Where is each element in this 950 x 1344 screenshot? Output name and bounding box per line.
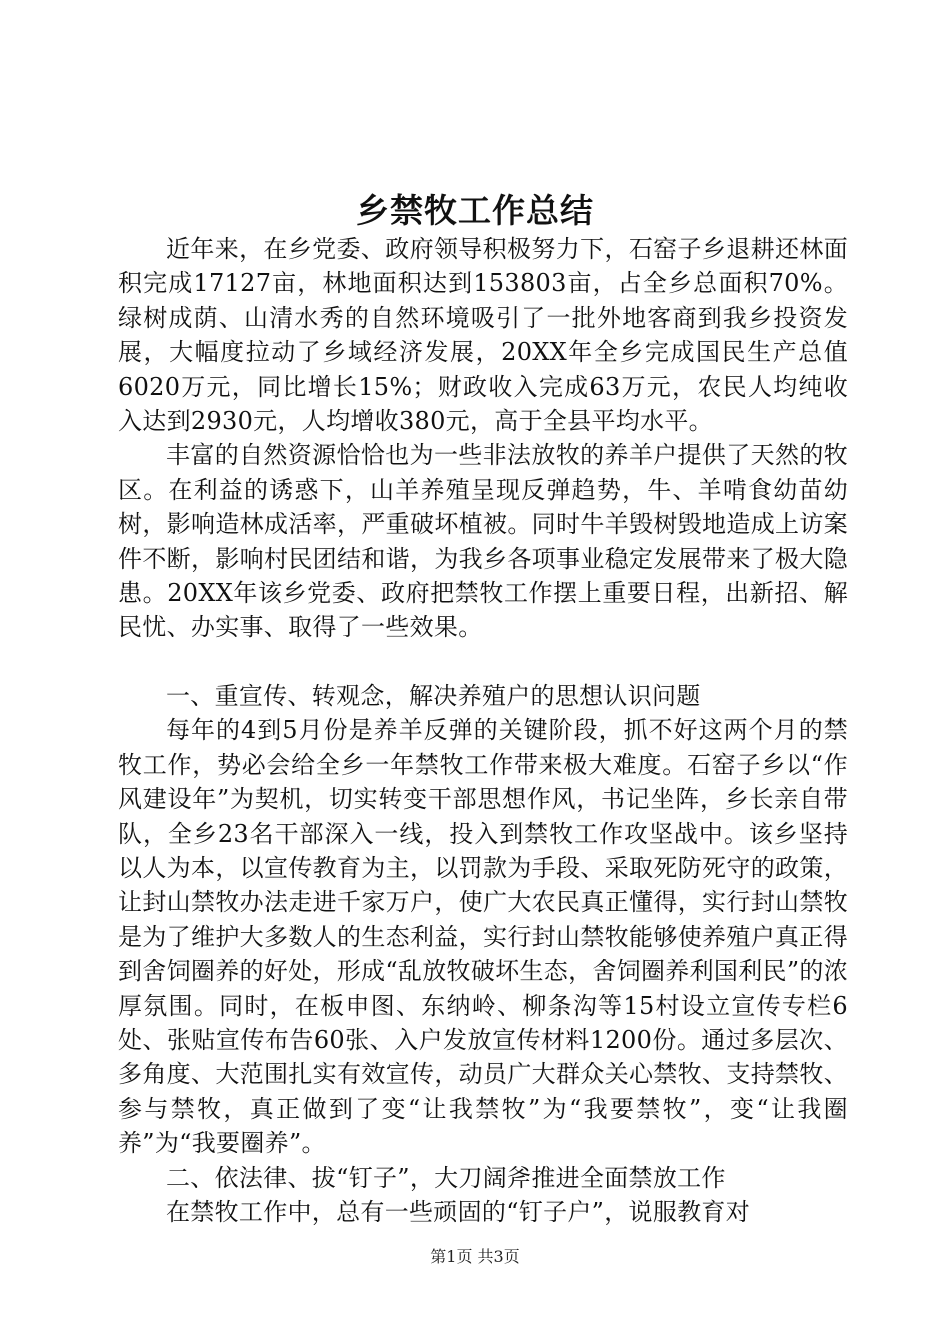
section-heading-1: 一、重宣传、转观念，解决养殖户的思想认识问题 [166, 681, 701, 710]
page-footer: 第1页 共3页 [430, 1247, 520, 1266]
section-heading-2: 二、依法律、拔“钉子”，大刀阔斧推进全面禁放工作 [166, 1163, 726, 1192]
paragraph-section-1: 每年的4到5月份是养羊反弹的关键阶段，抓不好这两个月的禁牧工作，势必会给全乡一年禁牧工作带来极大难度。石窑子乡以“作风建设年”为契机，切实转变干部思想作风，书记坐阵，乡长亲自带队，全乡23名干部深入一线，投入到禁牧工作攻坚战中。该乡坚持以人为本，以宣传教育为主，以罚款为手段、采取死防死守的政策，让封山禁牧办法走进千家万户，使广大农民真正懂得，实行封山禁牧是为了维护大多数人的生态利益，实行封山禁牧能够使养殖户真正得到舍饲圈养的好处，形成“乱放牧破坏生态，舍饲圈养利国利民”的浓厚氛围。同时，在板申图、东纳岭、柳条沟等15村设立宣传专栏6处、张贴宣传布告60张、入户发放宣传材料1200份。通过多层次、多角度、大范围扎实有效宣传，动员广大群众关心禁牧、支持禁牧、参与禁牧，真正做到了变“让我禁牧”为“我要禁牧”，变“让我圈养”为“我要圈养”。 [118, 716, 848, 1158]
paragraph-intro: 近年来，在乡党委、政府领导积极努力下，石窑子乡退耕还林面积完成17127亩，林地面积达到153803亩，占全乡总面积70%。绿树成荫、山清水秀的自然环境吸引了一批外地客商到我乡投资发展，大幅度拉动了乡域经济发展，20XX年全乡完成国民生产总值6020万元，同比增长15%；财政收入完成63万元，农民人均纯收入达到2930元，人均增收380元，高于全县平均水平。 [118, 235, 848, 436]
document-title: 乡禁牧工作总结 [356, 191, 594, 230]
paragraph-section-2: 在禁牧工作中，总有一些顽固的“钉子户”，说服教育对 [166, 1197, 751, 1226]
document-body [118, 232, 848, 1229]
paragraph-background: 丰富的自然资源恰恰也为一些非法放牧的养羊户提供了天然的牧区。在利益的诱惑下，山羊养殖呈现反弹趋势，牛、羊啃食幼苗幼树，影响造林成活率，严重破坏植被。同时牛羊毁树毁地造成上访案件不断，影响村民团结和谐，为我乡各项事业稳定发展带来了极大隐患。20XX年该乡党委、政府把禁牧工作摆上重要日程，出新招、解民忧、办实事、取得了一些效果。 [118, 441, 848, 642]
